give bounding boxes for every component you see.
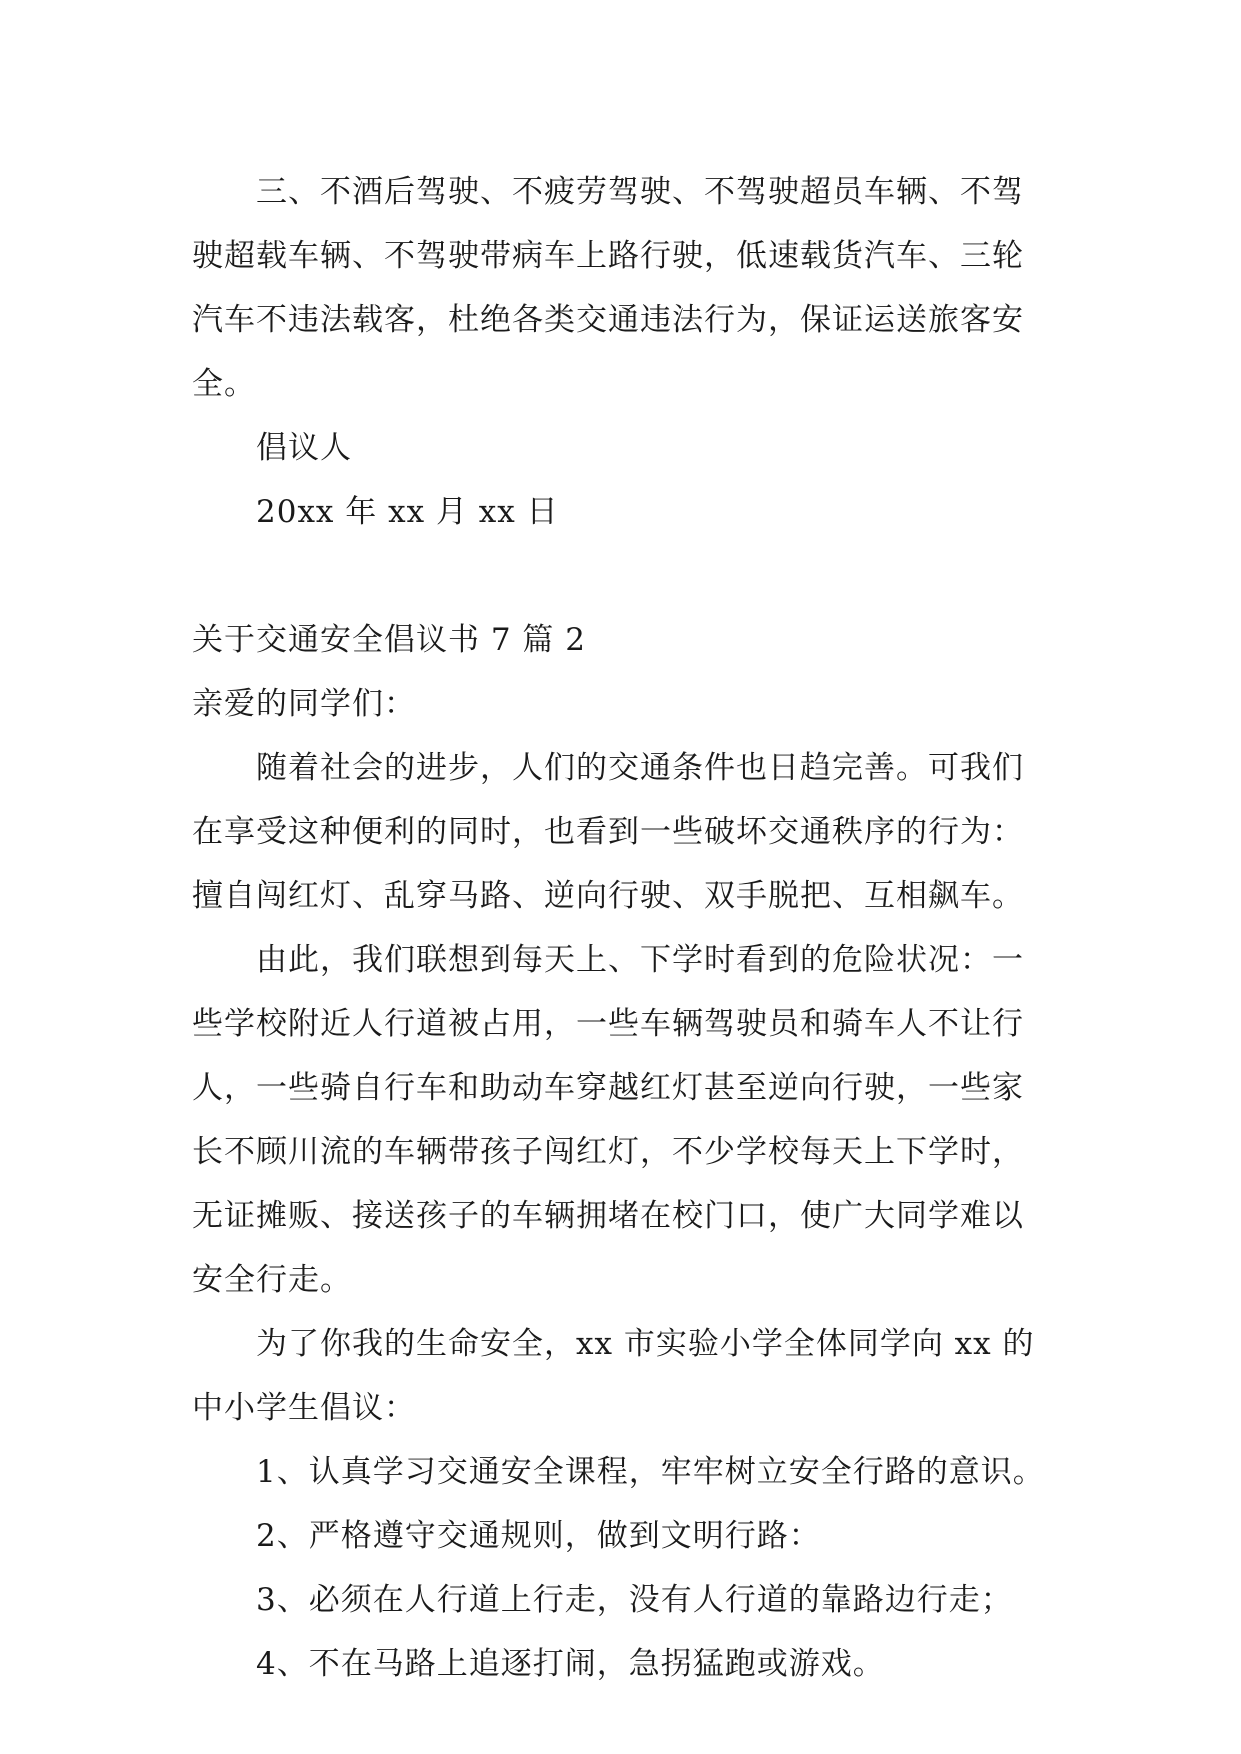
paragraph-intro: 随着社会的进步，人们的交通条件也日趋完善。可我们在享受这种便利的同时，也看到一些破坏交通秩序的行为：擅自闯红灯、乱穿马路、逆向行驶、双手脱把、互相飙车。 [192,750,1024,914]
list-item: 2、严格遵守交通规则，做到文明行路： [256,1518,821,1554]
salutation: 亲爱的同学们： [192,686,416,722]
paragraph-dangers: 由此，我们联想到每天上、下学时看到的危险状况：一些学校附近人行道被占用，一些车辆驾驶员和骑车人不让行人，一些骑自行车和助动车穿越红灯甚至逆向行驶，一些家长不顾川流的车辆带孩子闯红灯，不少学校每天上下学时，无证摊贩、接送孩子的车辆拥堵在校门口，使广大同学难以安全行走。 [192,942,1024,1298]
paragraph-driving-rules: 三、不酒后驾驶、不疲劳驾驶、不驾驶超员车辆、不驾驶超载车辆、不驾驶带病车上路行驶，低速载货汽车、三轮汽车不违法载客，杜绝各类交通违法行为，保证运送旅客安全。 [192,174,1024,402]
document-body [192,160,1052,1696]
list-item: 1、认真学习交通安全课程，牢牢树立安全行路的意识。 [256,1454,1045,1490]
section-gap [192,544,1052,608]
list-item: 4、不在马路上追逐打闹，急拐猛跑或游戏。 [256,1646,885,1682]
paragraph-proposal: 为了你我的生命安全，xx 市实验小学全体同学向 xx 的中小学生倡议： [192,1326,1035,1426]
list-item: 3、必须在人行道上行走，没有人行道的靠路边行走； [256,1582,1013,1618]
date-line: 20xx 年 xx 月 xx 日 [256,494,559,530]
section-title: 关于交通安全倡议书 7 篇 2 [192,622,587,658]
signature-label: 倡议人 [256,430,352,466]
